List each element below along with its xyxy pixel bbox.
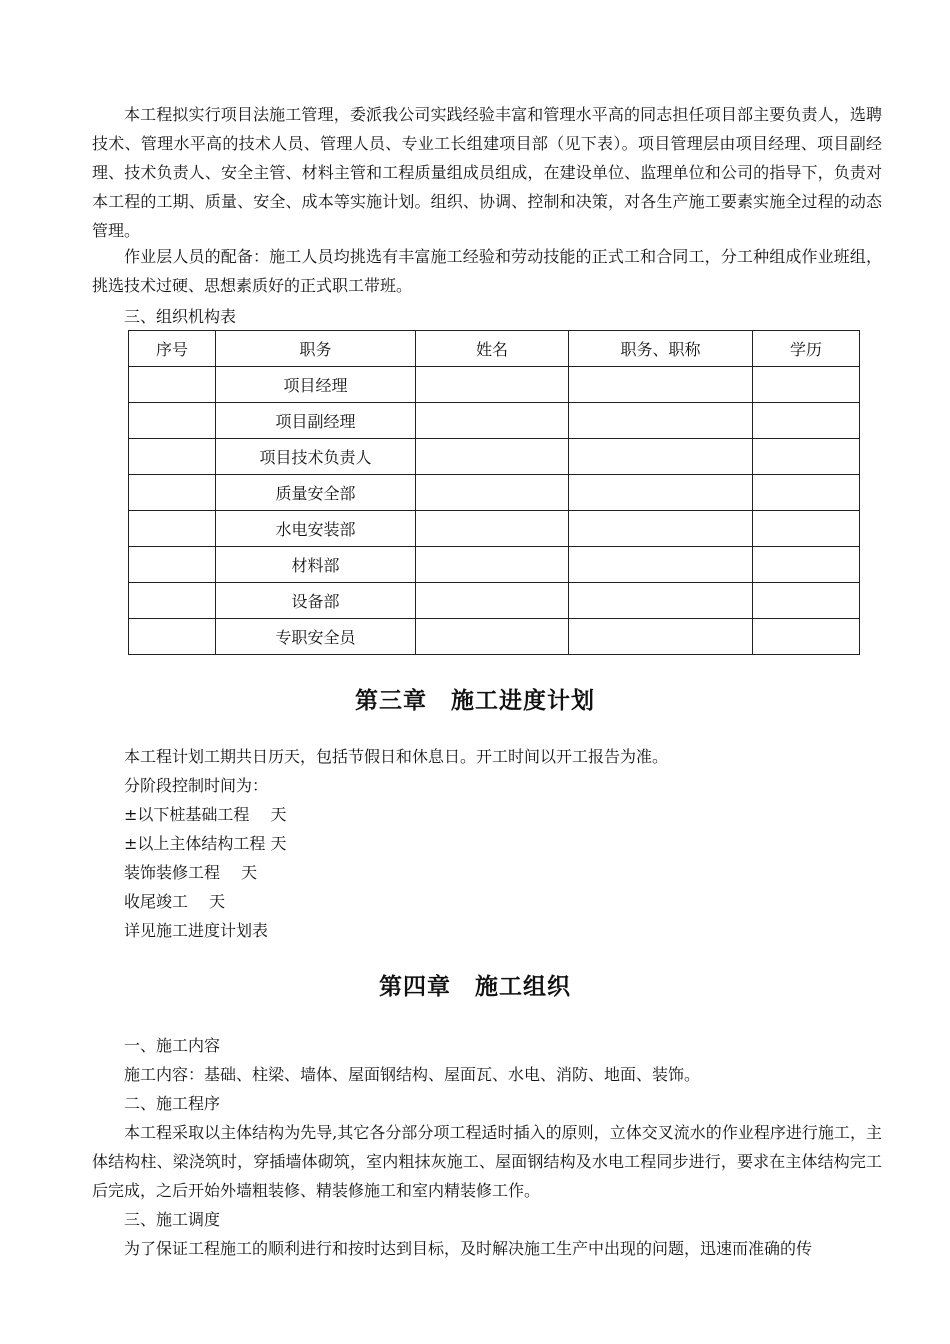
- cell-position: 专职安全员: [216, 619, 416, 655]
- cell-title: [569, 547, 753, 583]
- cell-title: [569, 619, 753, 655]
- schedule-line: 本工程计划工期共日历天，包括节假日和休息日。开工时间以开工报告为准。: [124, 747, 669, 766]
- dispatch-paragraph: 为了保证工程施工的顺利进行和按时达到目标，及时解决施工生产中出现的问题，迅速而准确的传: [124, 1239, 813, 1258]
- schedule-line: 详见施工进度计划表: [124, 921, 269, 940]
- schedule-line: 装饰装修工程 天: [124, 863, 258, 882]
- cell-name: [416, 619, 569, 655]
- cell-education: [753, 475, 860, 511]
- cell-title: [569, 511, 753, 547]
- table-row: [129, 367, 860, 403]
- cell-education: [753, 403, 860, 439]
- cell-position: 项目技术负责人: [216, 439, 416, 475]
- cell-name: [416, 583, 569, 619]
- schedule-line: ±以下桩基础工程 天: [124, 805, 287, 824]
- table-row: [129, 583, 860, 619]
- cell-position: 水电安装部: [216, 511, 416, 547]
- col-header-name: 姓名: [416, 331, 569, 367]
- cell-number: [129, 403, 216, 439]
- table-row: [129, 475, 860, 511]
- cell-education: [753, 511, 860, 547]
- table-row: [129, 403, 860, 439]
- cell-name: [416, 547, 569, 583]
- cell-title: [569, 403, 753, 439]
- intro-paragraph-1: 本工程拟实行项目法施工管理，委派我公司实践经验丰富和管理水平高的同志担任项目部主要负责人，选聘技术、管理水平高的技术人员、管理人员、专业工长组建项目部（见下表）。项目管理层由项目经理、项目副经理、技术负责人、安全主管、材料主管和工程质量组成员组成，在建设单位、监理单位和公司的指导下，负责对本工程的工期、质量、安全、成本等实施计划。组织、协调、控制和决策，对各生产施工要素实施全过程的动态管理。: [92, 105, 882, 240]
- cell-number: [129, 439, 216, 475]
- cell-title: [569, 475, 753, 511]
- col-header-position: 职务: [216, 331, 416, 367]
- cell-name: [416, 511, 569, 547]
- cell-number: [129, 511, 216, 547]
- cell-number: [129, 475, 216, 511]
- cell-education: [753, 619, 860, 655]
- procedure-paragraph: 本工程采取以主体结构为先导,其它各分部分项工程适时插入的原则，立体交叉流水的作业程序进行施工，主体结构柱、梁浇筑时，穿插墙体砌筑，室内粗抹灰施工、屋面钢结构及水电工程同步进行，要求在主体结构完工后完成，之后开始外墙粗装修、精装修施工和室内精装修工作。: [92, 1123, 882, 1200]
- cell-title: [569, 439, 753, 475]
- cell-education: [753, 583, 860, 619]
- org-table-heading: 三、组织机构表: [124, 307, 237, 326]
- cell-name: [416, 439, 569, 475]
- cell-position: 设备部: [216, 583, 416, 619]
- section-heading: 三、施工调度: [124, 1210, 221, 1229]
- table-row: [129, 619, 860, 655]
- chapter-4-title: 第四章 施工组织: [379, 973, 571, 1000]
- cell-name: [416, 403, 569, 439]
- intro-paragraph-2: 作业层人员的配备：施工人员均挑选有丰富施工经验和劳动技能的正式工和合同工，分工种组成作业班组，挑选技术过硬、思想素质好的正式职工带班。: [92, 247, 882, 295]
- cell-title: [569, 367, 753, 403]
- col-header-title: 职务、职称: [569, 331, 753, 367]
- cell-number: [129, 547, 216, 583]
- cell-position: 项目经理: [216, 367, 416, 403]
- org-table: [128, 330, 860, 655]
- schedule-line: ±以上主体结构工程 天: [124, 834, 287, 853]
- cell-name: [416, 367, 569, 403]
- table-row: [129, 547, 860, 583]
- col-header-number: 序号: [129, 331, 216, 367]
- cell-position: 项目副经理: [216, 403, 416, 439]
- cell-education: [753, 439, 860, 475]
- section-heading: 一、施工内容: [124, 1036, 221, 1055]
- schedule-line: 分阶段控制时间为：: [124, 776, 269, 795]
- cell-number: [129, 367, 216, 403]
- schedule-line: 收尾竣工 天: [124, 892, 226, 911]
- cell-position: 质量安全部: [216, 475, 416, 511]
- cell-position: 材料部: [216, 547, 416, 583]
- cell-education: [753, 367, 860, 403]
- content-line: 施工内容：基础、柱梁、墙体、屋面钢结构、屋面瓦、水电、消防、地面、装饰。: [124, 1065, 701, 1084]
- chapter-3-title: 第三章 施工进度计划: [355, 687, 595, 714]
- section-heading: 二、施工程序: [124, 1094, 221, 1113]
- col-header-education: 学历: [753, 331, 860, 367]
- cell-education: [753, 547, 860, 583]
- cell-title: [569, 583, 753, 619]
- cell-number: [129, 583, 216, 619]
- cell-name: [416, 475, 569, 511]
- table-row: [129, 511, 860, 547]
- cell-number: [129, 619, 216, 655]
- table-row: [129, 439, 860, 475]
- org-table-header-row: [129, 331, 860, 367]
